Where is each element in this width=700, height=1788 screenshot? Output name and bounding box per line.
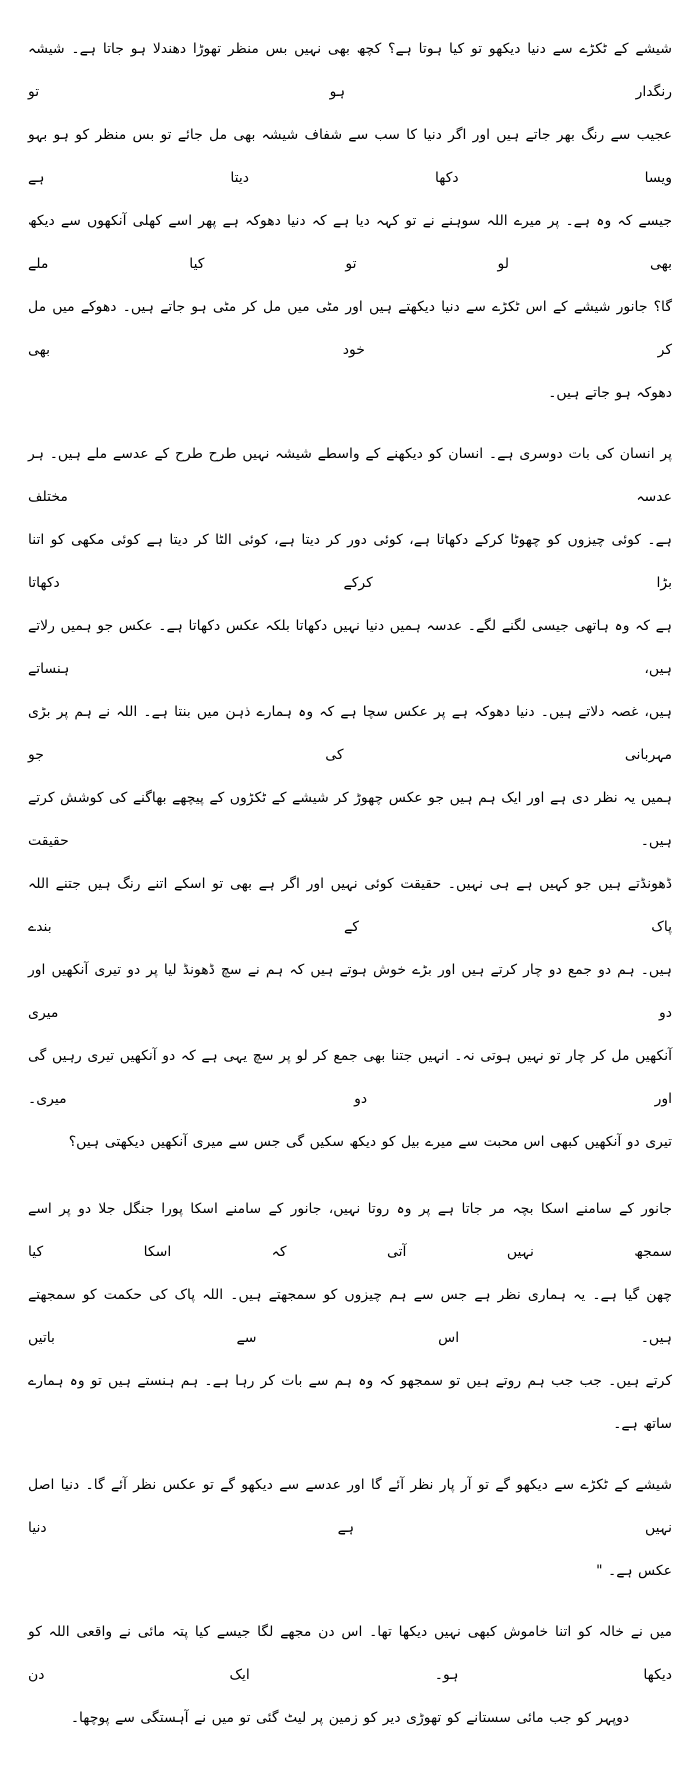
text-line: ہے کہ وہ ہاتھی جیسی لگنے لگے۔ عدسہ ہمیں دنیا نہیں دکھاتا بلکہ عکس دکھاتا ہے۔ عکس جو ہمیں رلاتے ہیں، ہنساتے (28, 618, 672, 677)
text-line: آنکھیں مل کر چار تو نہیں ہوتی نہ۔ انہیں جتنا بھی جمع کر لو پر سچ یہی ہے کہ دو آنکھیں تیری رہیں گی اور دو میری۔ (28, 1048, 672, 1107)
text-line: جانور کے سامنے اسکا بچہ مر جاتا ہے پر وہ روتا نہیں، جانور کے سامنے اسکا پورا جنگل جلا دو پر اسے سمجھ نہیں آتی کہ اسکا کیا (28, 1201, 672, 1260)
text-line: میں نے خالہ کو اتنا خاموش کبھی نہیں دیکھا تھا۔ اس دن مجھے لگا جیسے کیا پتہ مائی نے واقعی اللہ کو دیکھا ہو۔ ایک دن (28, 1624, 672, 1683)
text-line: ڈھونڈتے ہیں جو کہیں ہے ہی نہیں۔ حقیقت کوئی نہیں اور اگر ہے بھی تو اسکے اتنے رنگ ہیں جتنے اللہ پاک کے بندے (28, 876, 672, 935)
paragraph (28, 28, 672, 415)
paragraph (28, 1611, 672, 1740)
text-line: چھن گیا ہے۔ یہ ہماری نظر ہے جس سے ہم چیزوں کو سمجھتے ہیں۔ اللہ پاک کی حکمت کو سمجھتے ہیں۔ اس سے باتیں (28, 1287, 672, 1346)
text-line: ہیں۔ ہم دو جمع دو چار کرتے ہیں اور بڑے خوش ہوتے ہیں کہ ہم نے سچ ڈھونڈ لیا پر دو تیری آنکھیں اور دو میری (28, 962, 672, 1021)
paragraph (28, 1464, 672, 1593)
text-line: کرتے ہیں۔ جب جب ہم روتے ہیں تو سمجھو کہ وہ ہم سے بات کر رہا ہے۔ ہم ہنستے ہیں تو وہ ہمارے ساتھ ہے۔ (28, 1373, 672, 1432)
text-line: دھوکہ ہو جاتے ہیں۔ (548, 385, 672, 401)
text-line: ہے۔ کوئی چیزوں کو چھوٹا کرکے دکھاتا ہے، کوئی دور کر دیتا ہے، کوئی الٹا کر دیتا ہے کوئی مکھی کو اتنا بڑا کرکے دکھاتا (28, 532, 672, 591)
text-line: پر انسان کی بات دوسری ہے۔ انسان کو دیکھنے کے واسطے شیشہ نہیں طرح طرح کے عدسے ملے ہیں۔ ہر عدسہ مختلف (28, 446, 672, 505)
text-line: جیسے کہ وہ ہے۔ پر میرے اللہ سوہنے نے تو کہہ دیا ہے کہ دنیا دھوکہ ہے پھر اسے کھلی آنکھوں سے دیکھ بھی لو تو کیا ملے (28, 213, 672, 272)
text-line: ہیں، غصہ دلاتے ہیں۔ دنیا دھوکہ ہے پر عکس سچا ہے کہ وہ ہمارے ذہن میں بنتا ہے۔ اللہ نے ہم پر بڑی مہربانی کی جو (28, 704, 672, 763)
text-line: تیری دو آنکھیں کبھی اس محبت سے میرے بیل کو دیکھ سکیں گی جس سے میری آنکھیں دیکھتی ہیں؟ (68, 1134, 672, 1150)
text-line: ہمیں یہ نظر دی ہے اور ایک ہم ہیں جو عکس چھوڑ کر شیشے کے ٹکڑوں کے پیچھے بھاگنے کی کوشش کرتے ہیں۔ حقیقت (28, 790, 672, 849)
text-line: گا؟ جانور شیشے کے اس ٹکڑے سے دنیا دیکھتے ہیں اور مٹی میں مل کر مٹی ہو جاتے ہیں۔ دھوکے میں مل کر خود بھی (28, 299, 672, 358)
paragraph (28, 433, 672, 1164)
text-line: دوپہر کو جب مائی سستانے کو تھوڑی دیر کو زمین پر لیٹ گئی تو میں نے آہستگی سے پوچھا۔ (70, 1710, 630, 1726)
text-line: شیشے کے ٹکڑے سے دیکھو گے تو آر پار نظر آئے گا اور عدسے سے دیکھو گے تو عکس نظر آئے گا۔ دنیا اصل نہیں ہے دنیا (28, 1477, 672, 1536)
text-line: عجیب سے رنگ بھر جاتے ہیں اور اگر دنیا کا سب سے شفاف شیشہ بھی مل جائے تو بس منظر کو ہو بہو ویسا دکھا دیتا ہے (28, 127, 672, 186)
text-line: عکس ہے۔ " (596, 1563, 672, 1579)
text-line: شیشے کے ٹکڑے سے دنیا دیکھو تو کیا ہوتا ہے؟ کچھ بھی نہیں بس منظر تھوڑا دھندلا ہو جاتا ہے۔ شیشہ رنگدار ہو تو (28, 41, 672, 100)
paragraph (28, 1188, 672, 1446)
